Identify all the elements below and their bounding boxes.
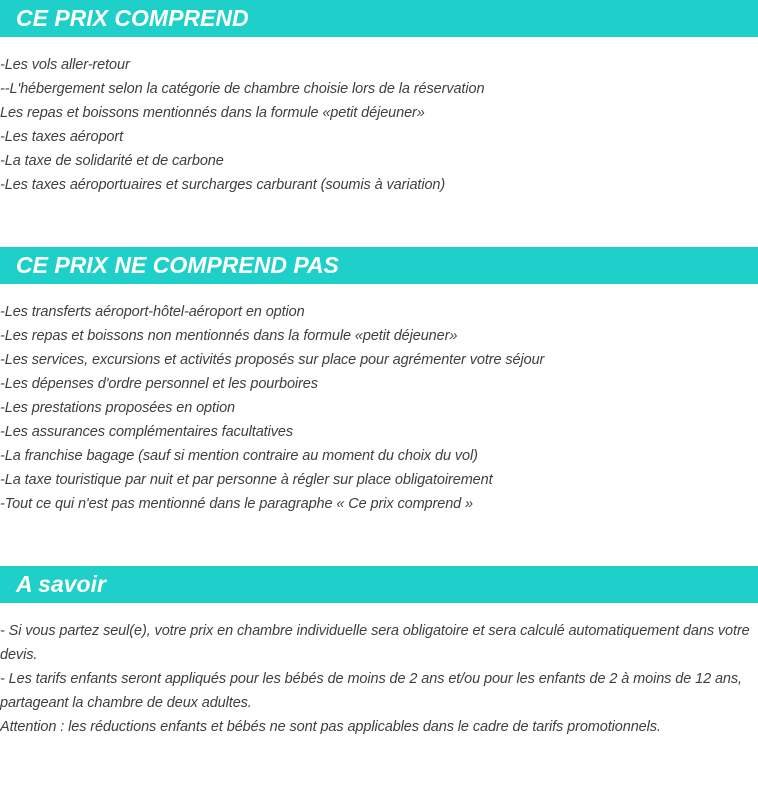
included-list xyxy=(0,53,758,197)
not-included-item: -Les dépenses d'ordre personnel et les pourboires xyxy=(0,376,318,392)
not-included-item: -Les prestations proposées en option xyxy=(0,400,235,416)
not-included-item: -Les transferts aéroport-hôtel-aéroport en option xyxy=(0,304,305,320)
included-item: -Les taxes aéroport xyxy=(0,129,124,145)
included-item: -La taxe de solidarité et de carbone xyxy=(0,153,224,169)
info-section xyxy=(0,566,758,739)
info-item: - Les tarifs enfants seront appliqués pour les bébés de moins de 2 ans et/ou pour les enfants de 2 à moins de 12 ans, partageant la chambre de deux adultes. xyxy=(0,671,742,711)
info-item: Attention : les réductions enfants et bébés ne sont pas applicables dans le cadre de tarifs promotionnels. xyxy=(0,719,661,735)
included-section xyxy=(0,0,758,197)
not-included-item: -Les repas et boissons non mentionnés dans la formule «petit déjeuner» xyxy=(0,328,458,344)
info-item: - Si vous partez seul(e), votre prix en chambre individuelle sera obligatoire et sera calculé automatiquement dans votre devis. xyxy=(0,623,750,663)
info-list xyxy=(0,619,758,739)
not-included-item: -Les assurances complémentaires facultatives xyxy=(0,424,293,440)
not-included-title: CE PRIX NE COMPREND PAS xyxy=(0,247,758,284)
info-title: A savoir xyxy=(0,566,758,603)
included-item: Les repas et boissons mentionnés dans la formule «petit déjeuner» xyxy=(0,105,425,121)
not-included-list xyxy=(0,300,758,516)
not-included-item: -Les services, excursions et activités proposés sur place pour agrémenter votre séjour xyxy=(0,352,545,368)
included-item: -Les vols aller-retour xyxy=(0,57,130,73)
not-included-section xyxy=(0,247,758,516)
not-included-item: -La taxe touristique par nuit et par personne à régler sur place obligatoirement xyxy=(0,472,493,488)
included-item: --L'hébergement selon la catégorie de chambre choisie lors de la réservation xyxy=(0,81,485,97)
not-included-item: -Tout ce qui n'est pas mentionné dans le paragraphe « Ce prix comprend » xyxy=(0,496,474,512)
included-title: CE PRIX COMPREND xyxy=(0,0,758,37)
not-included-item: -La franchise bagage (sauf si mention contraire au moment du choix du vol) xyxy=(0,448,478,464)
included-item: -Les taxes aéroportuaires et surcharges carburant (soumis à variation) xyxy=(0,177,446,193)
